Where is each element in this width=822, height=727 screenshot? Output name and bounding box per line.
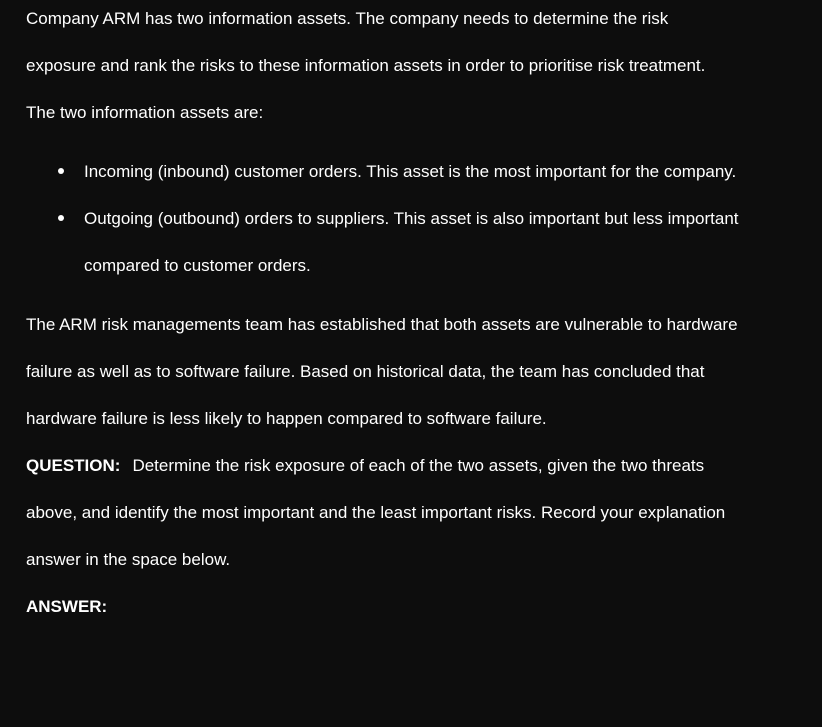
document-body: [26, 0, 816, 630]
intro-line-2: exposure and rank the risks to these information assets in order to prioritise risk treatment.: [26, 56, 706, 75]
intro-line-3: The two information assets are:: [26, 103, 264, 122]
asset-item-text: Outgoing (outbound) orders to suppliers. This asset is also important but less important: [84, 209, 739, 228]
asset-list: [26, 148, 816, 289]
intro-line-1: Company ARM has two information assets. The company needs to determine the risk: [26, 9, 669, 28]
question-paragraph: [26, 442, 816, 583]
context-line-1: The ARM risk managements team has established that both assets are vulnerable to hardware: [26, 315, 738, 334]
question-line-1: [26, 442, 816, 489]
context-line-2: failure as well as to software failure. Based on historical data, the team has concluded that: [26, 362, 705, 381]
bullet-icon: [58, 215, 64, 221]
question-line-3: answer in the space below.: [26, 550, 231, 569]
asset-item-inbound: [26, 148, 816, 195]
answer-label: ANSWER:: [26, 597, 108, 616]
question-label: QUESTION:: [26, 456, 121, 475]
context-line-3: hardware failure is less likely to happen compared to software failure.: [26, 409, 547, 428]
context-paragraph: [26, 301, 816, 442]
asset-item-text: Incoming (inbound) customer orders. This asset is the most important for the company.: [84, 162, 737, 181]
bullet-icon: [58, 168, 64, 174]
intro-paragraph: [26, 0, 816, 136]
asset-item-outbound: [26, 195, 816, 289]
question-text: Determine the risk exposure of each of the two assets, given the two threats: [132, 456, 705, 475]
question-line-2: above, and identify the most important and the least important risks. Record your explanation: [26, 503, 726, 522]
asset-item-text-continued: compared to customer orders.: [84, 256, 311, 275]
